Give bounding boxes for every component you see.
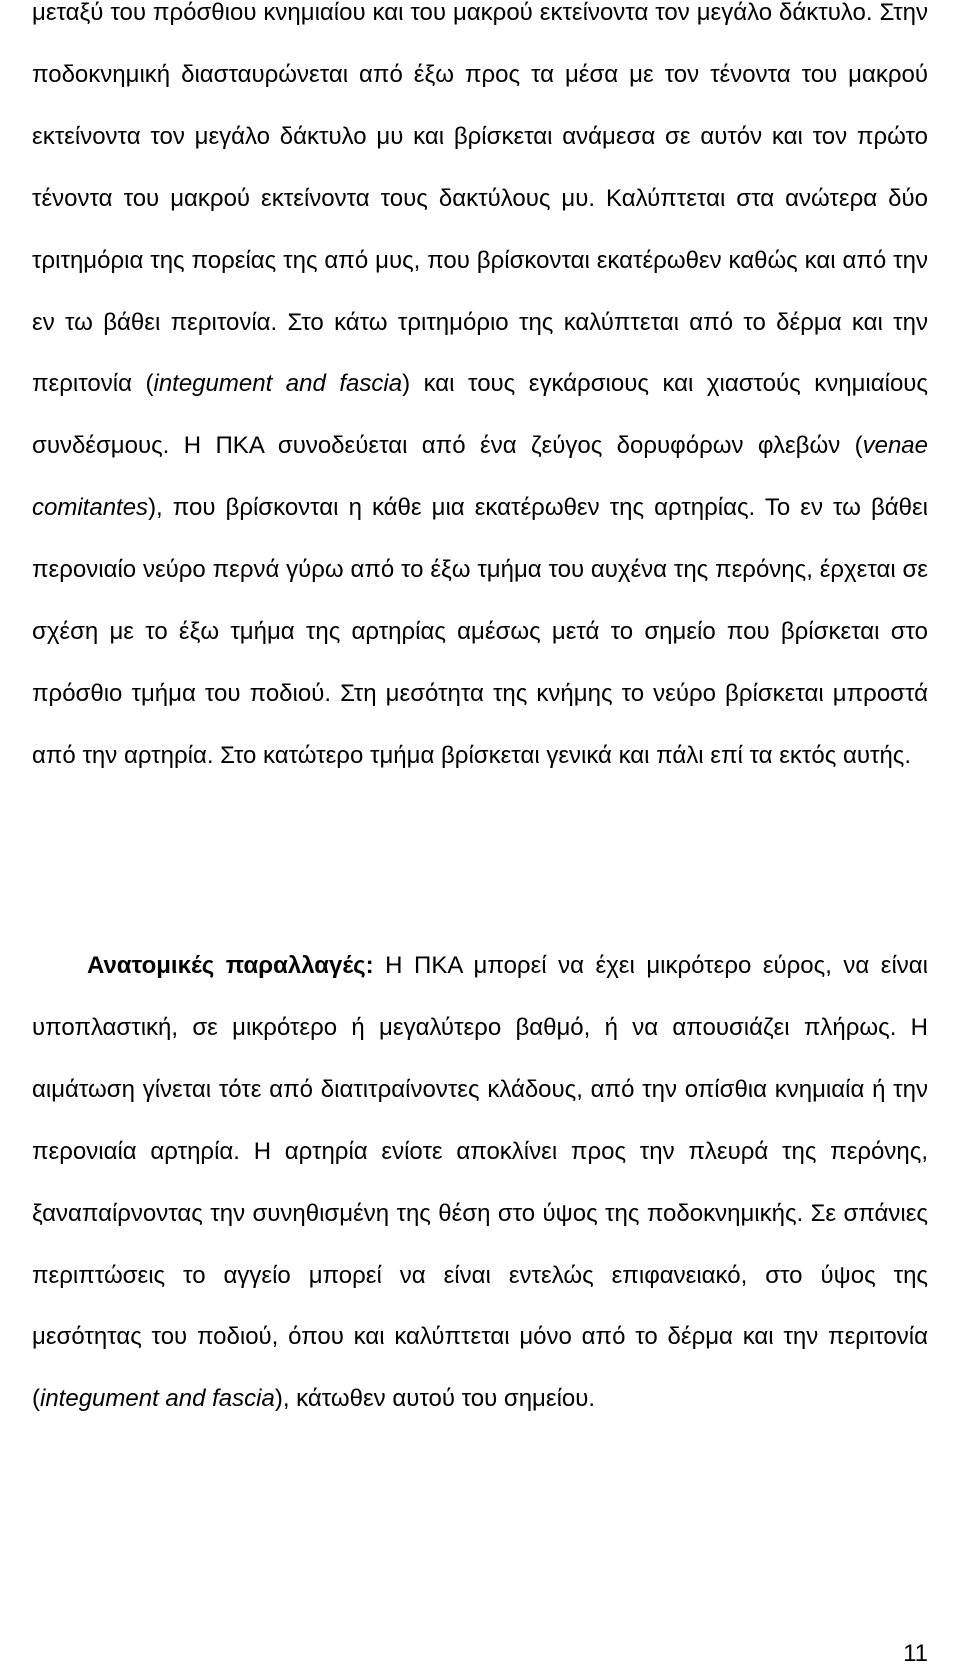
paragraph-text-run: ), που βρίσκονται η κάθε μια εκατέρωθεν της αρτηρίας. Το εν τω βάθει περονιαίο νεύρο περνά γύρω από το έξω τμήμα του αυχένα της περόνης, έρχεται σε σχέση με το έξω τμήμα της αρτηρίας αμέσως μετά το σημείο που βρίσκεται στο πρόσθιο τμήμα του ποδιού. Στη μεσότητα της κνήμης το νεύρο βρίσκεται μπροστά από την αρτηρία. Στο κατώτερο τμήμα βρίσκεται γενικά και πάλι επί τα εκτός αυτής. xyxy=(32,494,928,769)
paragraph-text-run: ), κάτωθεν αυτού του σημείου. xyxy=(274,1385,596,1413)
italic-term: integument and fascia xyxy=(153,370,403,398)
paragraph-text-run: Η ΠΚΑ μπορεί να έχει μικρότερο εύρος, να είναι υποπλαστική, σε μικρότερο ή μεγαλύτερο βαθμό, ή να απουσιάζει πλήρως. Η αιμάτωση γίνεται τότε από διατιτραίνοντες κλάδους, από την οπίσθια κνημιαία ή την περονιαία αρτηρία. Η αρτηρία ενίοτε αποκλίνει προς την πλευρά της περόνης, ξαναπαίρνοντας την συνηθισμένη της θέση στο ύψος της ποδοκνημικής. Σε σπάνιες περιπτώσεις το αγγείο μπορεί να είναι εντελώς επιφανειακό, στο ύψος της μεσότητας του ποδιού, όπου και καλύπτεται μόνο από το δέρμα και την περιτονία ( xyxy=(32,952,929,1413)
body-paragraph xyxy=(32,0,928,787)
italic-term: integument and fascia xyxy=(40,1385,275,1413)
anatomical-variations-paragraph xyxy=(32,935,928,1430)
section-heading: Ανατομικές παραλλαγές: xyxy=(87,952,374,979)
page-number: 11 xyxy=(903,1640,928,1667)
italic-term: venae comitantes xyxy=(32,432,928,522)
paragraph-text-run: μεταξύ του πρόσθιου κνημιαίου και του μακρού εκτείνοντα τον μεγάλο δάκτυλο. Στην ποδοκνημική διασταυρώνεται από έξω προς τα μέσα με τον τένοντα του μακρού εκτείνοντα τον μεγάλο δάκτυλο μυ και βρίσκεται ανάμεσα σε αυτόν και τον πρώτο τένοντα του μακρού εκτείνοντα τους δακτύλους μυ. Καλύπτεται στα ανώτερα δύο τριτημόρια της πορείας της από μυς, που βρίσκονται εκατέρωθεν καθώς και από την εν τω βάθει περιτονία. Στο κάτω τριτημόριο της καλύπτεται από το δέρμα και την περιτονία ( xyxy=(32,0,928,398)
paragraph-text-run: ) και τους εγκάρσιους και χιαστούς κνημιαίους συνδέσμους. Η ΠΚΑ συνοδεύεται από ένα ζεύγος δορυφόρων φλεβών ( xyxy=(32,370,928,460)
